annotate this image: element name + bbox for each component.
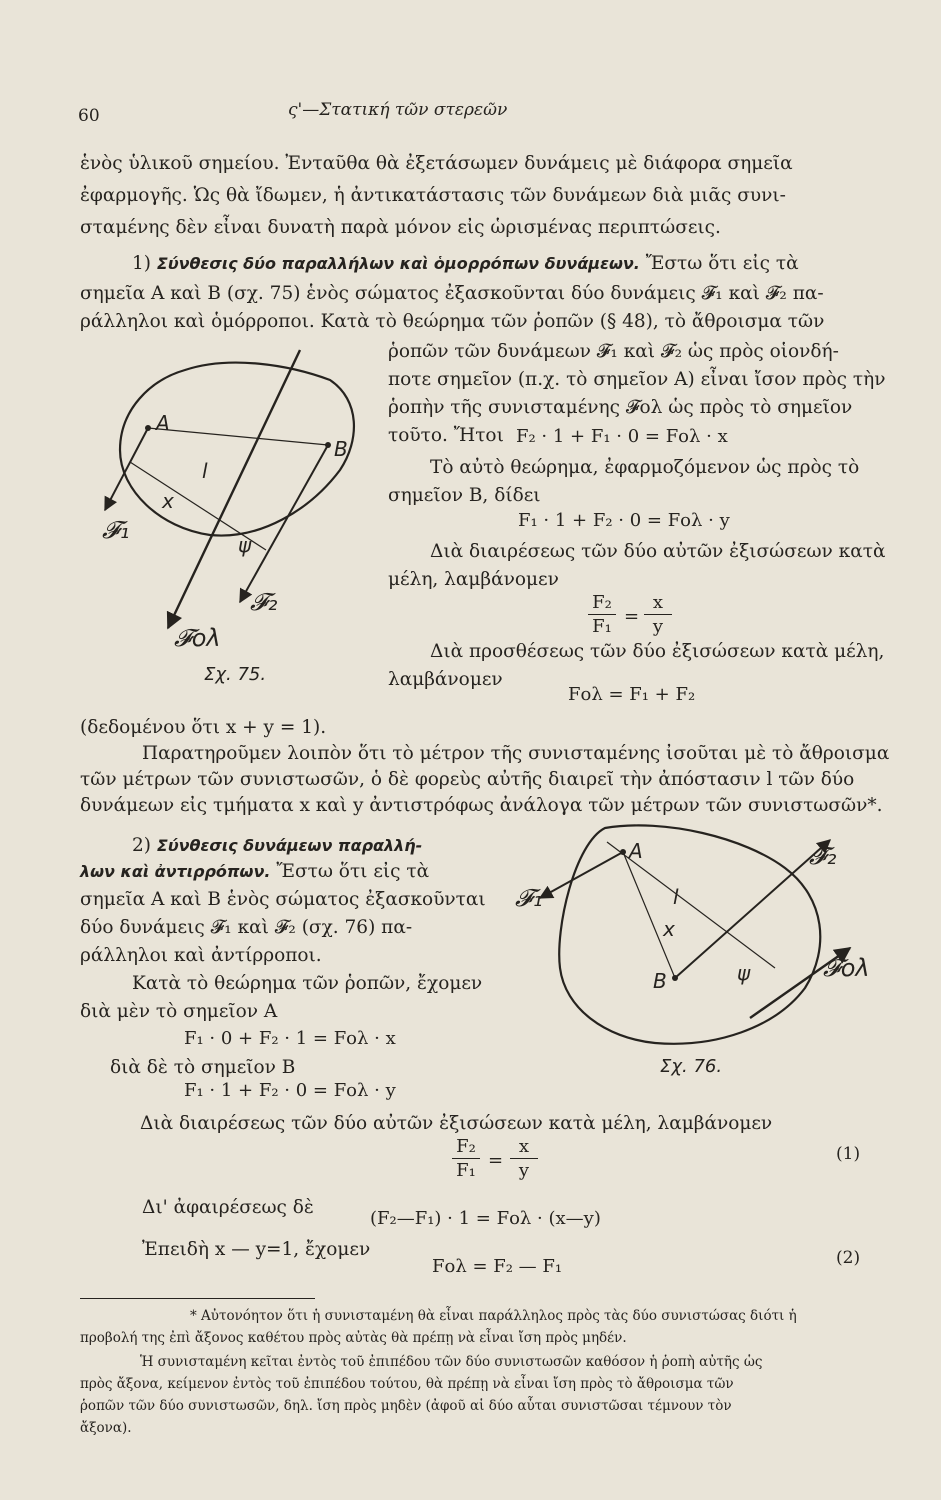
figure-76-label-b: B bbox=[653, 969, 667, 993]
section1-text-c2: μέλη, λαμβάνομεν bbox=[388, 569, 559, 590]
section2-text-e: Ἐπειδὴ x — y=1, ἔχομεν bbox=[142, 1239, 371, 1260]
fraction-75-right-den: y bbox=[652, 616, 664, 637]
section1-right-2: ποτε σημεῖον (π.χ. τὸ σημεῖον Α) εἶναι ἴσον πρὸς τὴν bbox=[388, 369, 886, 390]
figure-76-caption: Σχ. 76. bbox=[660, 1056, 723, 1077]
fraction-76-right bbox=[510, 1136, 538, 1181]
page-number: 60 bbox=[78, 106, 100, 126]
fraction-75-equals: = bbox=[624, 606, 640, 627]
equation-75-b: F₁ · 1 + F₂ · 0 = Fολ · y bbox=[518, 510, 730, 531]
figure-75-label-f2: 𝓕₂ bbox=[250, 588, 278, 616]
figure-75-label-b: B bbox=[334, 437, 348, 461]
section2-title-2: λων καὶ ἀντιρρόπων. bbox=[80, 862, 271, 881]
figure-76-label-f2: 𝓕₂ bbox=[809, 842, 837, 870]
figure-76-label-fol: 𝓕ολ bbox=[823, 954, 870, 982]
equation-75-sum: Fολ = F₁ + F₂ bbox=[568, 684, 696, 705]
section1-line-3: ράλληλοι καὶ ὁμόρροποι. Κατὰ τὸ θεώρημα τῶν ῥοπῶν (§ 48), τὸ ἄθροισμα τῶν bbox=[80, 311, 825, 332]
figure-76-label-f1: 𝓕₁ bbox=[515, 884, 543, 912]
section2-heading-2 bbox=[80, 860, 429, 884]
point-b-76 bbox=[672, 975, 678, 981]
force-f2-arrow bbox=[240, 445, 328, 602]
section1-right-3: ῥοπὴν τῆς συνισταμένης 𝓕ολ ὡς πρὸς τὸ σημεῖον bbox=[388, 397, 853, 418]
figure-75-label-a: A bbox=[156, 411, 170, 435]
point-a-76 bbox=[620, 849, 626, 855]
fraction-76-right-num: x bbox=[518, 1136, 530, 1157]
fraction-76-right-den: y bbox=[518, 1160, 530, 1181]
fraction-76-left-num: F₂ bbox=[456, 1136, 476, 1157]
fraction-76-left bbox=[452, 1136, 480, 1181]
figure-76-label-a: A bbox=[629, 839, 643, 863]
equation-76-b: F₁ · 1 + F₂ · 0 = Fολ · y bbox=[184, 1080, 396, 1101]
section1-text-d2: λαμβάνομεν bbox=[388, 669, 503, 690]
running-title: ς'—Στατική τῶν στερεῶν bbox=[288, 100, 508, 120]
section1-text-d1: Διὰ προσθέσεως τῶν δύο ἐξισώσεων κατὰ μέλη, bbox=[430, 641, 885, 662]
section2-line-1: Ἔστω ὅτι εἰς τὰ bbox=[276, 861, 430, 882]
section2-text-c: Διὰ διαιρέσεως τῶν δύο αὐτῶν ἐξισώσεων κατὰ μέλη, λαμβάνομεν bbox=[140, 1113, 773, 1134]
figure-76-label-l: l bbox=[673, 885, 679, 909]
section1-line-1: Ἔστω ὅτι εἰς τὰ bbox=[645, 253, 799, 274]
figure-75-label-psi: ψ bbox=[238, 533, 252, 557]
fraction-75-right-num: x bbox=[652, 592, 664, 613]
fraction-75-left bbox=[588, 592, 616, 637]
segment-ab bbox=[148, 428, 328, 445]
equation-76-a: F₁ · 0 + F₂ · 1 = Fολ · x bbox=[184, 1028, 396, 1049]
footnote-line-5: ῥοπῶν τῶν δύο συνιστωσῶν, δηλ. ἴση πρὸς μηδὲν (ἀφοῦ αἱ δύο αὗται συνιστῶσαι τέμνουν τὸν bbox=[80, 1398, 732, 1414]
figure-76 bbox=[505, 818, 895, 1058]
section2-title-1: Σύνθεσις δυνάμεων παραλλή- bbox=[156, 836, 423, 855]
equation-75-a: F₂ · 1 + F₁ · 0 = Fολ · x bbox=[516, 426, 728, 447]
equation-76-diff: (F₂—F₁) · 1 = Fολ · (x—y) bbox=[370, 1208, 601, 1229]
section1-number: 1) bbox=[132, 253, 151, 274]
footnote-line-4: πρὸς ἄξονα, κείμενον ἐντὸς τοῦ ἐπιπέδου τούτου, θὰ πρέπῃ νὰ εἶναι ἴση πρὸς τὸ ἄθροισμα τῶν bbox=[80, 1376, 734, 1392]
section1-right-4: τοῦτο. Ἤτοι bbox=[388, 425, 504, 446]
body-outline-76 bbox=[559, 825, 820, 1043]
fraction-76-equals: = bbox=[488, 1150, 504, 1171]
section2-text-d: Δι' ἀφαιρέσεως δὲ bbox=[142, 1197, 314, 1218]
intro-line-2: ἐφαρμογῆς. Ὡς θὰ ἴδωμεν, ἡ ἀντικατάστασις τῶν δυνάμεων διὰ μιᾶς συνι- bbox=[80, 185, 786, 206]
footnote-line-2: προβολή της ἐπὶ ἄξονος καθέτου πρὸς αὐτὰς θὰ πρέπῃ νὰ εἶναι ἴση πρὸς μηδέν. bbox=[80, 1330, 627, 1346]
figure-75-label-f1: 𝓕₁ bbox=[102, 516, 130, 544]
section2-number: 2) bbox=[132, 835, 151, 856]
conclusion-line-3: δυνάμεων εἰς τμήματα x καὶ y ἀντιστρόφως ἀνάλογα τῶν μέτρων τῶν συνιστωσῶν*. bbox=[80, 795, 883, 816]
section2-line-2: σημεῖα Α καὶ Β ἑνὸς σώματος ἐξασκοῦνται bbox=[80, 889, 486, 910]
force-resultant-arrow bbox=[168, 350, 300, 628]
section2-heading-1 bbox=[132, 834, 422, 858]
footnote-line-6: ἄξονα). bbox=[80, 1420, 132, 1436]
section1-title: Σύνθεσις δύο παραλλήλων καὶ ὁμορρόπων δυνάμεων. bbox=[156, 254, 640, 273]
section2-line-5: Κατὰ τὸ θεώρημα τῶν ῥοπῶν, ἔχομεν bbox=[132, 973, 483, 994]
section1-given: (δεδομένου ὅτι x + y = 1). bbox=[80, 717, 327, 738]
page-header bbox=[78, 100, 878, 130]
body-outline bbox=[120, 363, 354, 536]
section1-line-2: σημεῖα Α καὶ Β (σχ. 75) ἑνὸς σώματος ἐξασκοῦνται δύο δυνάμεις 𝓕₁ καὶ 𝓕₂ πα- bbox=[80, 283, 824, 304]
section1-text-b1: Τὸ αὐτὸ θεώρημα, ἐφαρμοζόμενον ὡς πρὸς τὸ bbox=[430, 457, 860, 478]
fraction-75-right bbox=[644, 592, 672, 637]
force-f2-arrow-76 bbox=[675, 840, 830, 978]
section2-line-6: διὰ μὲν τὸ σημεῖον Α bbox=[80, 1001, 278, 1022]
section1-text-c1: Διὰ διαιρέσεως τῶν δύο αὐτῶν ἐξισώσεων κατὰ bbox=[430, 541, 886, 562]
section2-text-b: διὰ δὲ τὸ σημεῖον Β bbox=[110, 1057, 296, 1078]
equation-number-1: (1) bbox=[836, 1144, 861, 1164]
conclusion-line-1: Παρατηροῦμεν λοιπὸν ὅτι τὸ μέτρον τῆς συνισταμένης ἰσοῦται μὲ τὸ ἄθροισμα bbox=[142, 743, 890, 764]
section1-right-1: ῥοπῶν τῶν δυνάμεων 𝓕₁ καὶ 𝓕₂ ὡς πρὸς οἱονδή- bbox=[388, 341, 839, 362]
section2-line-3: δύο δυνάμεις 𝓕₁ καὶ 𝓕₂ (σχ. 76) πα- bbox=[80, 917, 413, 938]
figure-75-label-x: x bbox=[162, 489, 174, 513]
figure-75-label-l: l bbox=[202, 459, 208, 483]
footnote-rule bbox=[80, 1298, 315, 1299]
figure-76-label-x: x bbox=[663, 917, 675, 941]
section2-line-4: ράλληλοι καὶ ἀντίρροποι. bbox=[80, 945, 322, 966]
point-a bbox=[145, 425, 151, 431]
fraction-76-left-den: F₁ bbox=[456, 1160, 476, 1181]
figure-75-caption: Σχ. 75. bbox=[204, 664, 267, 685]
fraction-75-left-num: F₂ bbox=[592, 592, 612, 613]
section1-heading bbox=[132, 252, 799, 276]
figure-76-label-psi: ψ bbox=[737, 961, 751, 985]
figure-75 bbox=[90, 340, 390, 670]
intro-line-3: σταμένης δὲν εἶναι δυνατὴ παρὰ μόνον εἰς ὡρισμένας περιπτώσεις. bbox=[80, 217, 721, 238]
figure-75-label-fol: 𝓕ολ bbox=[174, 624, 221, 652]
point-b bbox=[325, 442, 331, 448]
footnote-line-1: * Αὐτονόητον ὅτι ἡ συνισταμένη θὰ εἶναι παράλληλος πρὸς τὰς δύο συνιστώσας διότι ἡ bbox=[190, 1308, 797, 1324]
intro-line-1: ἑνὸς ὑλικοῦ σημείου. Ἐνταῦθα θὰ ἐξετάσωμεν δυνάμεις μὲ διάφορα σημεῖα bbox=[80, 153, 793, 174]
section1-text-b2: σημεῖον Β, δίδει bbox=[388, 485, 541, 506]
footnote-line-3: Ἡ συνισταμένη κεῖται ἐντὸς τοῦ ἐπιπέδου τῶν δύο συνιστωσῶν καθόσον ἡ ῥοπὴ αὐτῆς ὡς bbox=[140, 1354, 763, 1370]
conclusion-line-2: τῶν μέτρων τῶν συνιστωσῶν, ὁ δὲ φορεὺς αὐτῆς διαιρεῖ τὴν ἀπόστασιν l τῶν δύο bbox=[80, 769, 855, 790]
segment-ab-76 bbox=[623, 852, 675, 978]
equation-number-2: (2) bbox=[836, 1248, 861, 1268]
equation-76-result: Fολ = F₂ — F₁ bbox=[432, 1256, 563, 1277]
fraction-75-left-den: F₁ bbox=[592, 616, 612, 637]
